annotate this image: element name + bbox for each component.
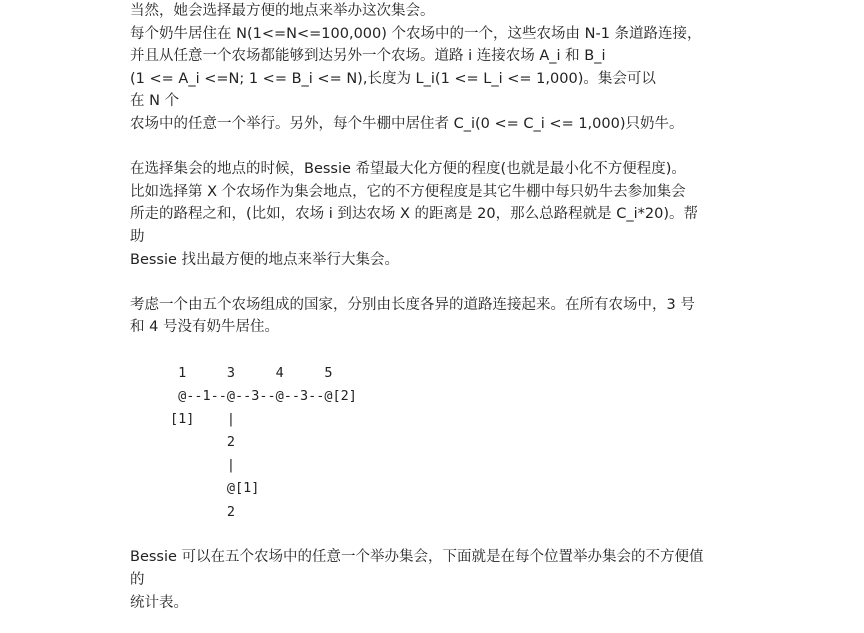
text-line: 助 <box>130 228 145 245</box>
diagram-line: 2 <box>170 434 236 451</box>
text-line: 农场中的任意一个举行。另外，每个牛棚中居住者 C_i(0 <= C_i <= 1,000)只奶牛。 <box>130 115 684 132</box>
paragraph-3 <box>130 294 750 339</box>
text-line: Bessie 找出最方便的地点来举行大集会。 <box>130 251 400 268</box>
text-line: 在选择集会的地点的时候，Bessie 希望最大化方便的程度(也就是最小化不方便程度)。 <box>130 161 686 178</box>
paragraph-1 <box>130 0 750 136</box>
text-line: 比如选择第 X 个农场作为集会地点，它的不方便程度是其它牛棚中每只奶牛去参加集会 <box>130 183 686 200</box>
farm-diagram <box>170 362 750 524</box>
diagram-line: @[1] <box>170 480 260 497</box>
paragraph-2 <box>130 158 750 271</box>
text-line: 所走的路程之和，(比如，农场 i 到达农场 X 的距离是 20，那么总路程就是 C_i*20)。帮 <box>130 206 698 223</box>
paragraph-spacer <box>130 339 750 362</box>
paragraph-spacer <box>130 524 750 547</box>
text-line: 的 <box>130 572 145 588</box>
text-line: 和 4 号没有奶牛居住。 <box>130 319 279 336</box>
paragraph-spacer <box>130 271 750 294</box>
paragraph-4 <box>130 546 750 614</box>
document-body <box>130 0 750 614</box>
text-line: 当然，她会选择最方便的地点来举办这次集会。 <box>130 3 435 19</box>
text-line: 考虑一个由五个农场组成的国家，分别由长度各异的道路连接起来。在所有农场中，3 号 <box>130 296 695 313</box>
diagram-line: 2 <box>170 503 236 520</box>
text-line: 在 N 个 <box>130 93 180 110</box>
text-line: 统计表。 <box>130 594 188 611</box>
paragraph-spacer <box>130 136 750 159</box>
diagram-line: [1] | <box>170 410 236 427</box>
text-line: 每个奶牛居住在 N(1<=N<=100,000) 个农场中的一个，这些农场由 N-1 条道路连接， <box>130 25 702 42</box>
text-line: 并且从任意一个农场都能够到达另外一个农场。道路 i 连接农场 A_i 和 B_i <box>130 48 606 65</box>
text-line: Bessie 可以在五个农场中的任意一个举办集会，下面就是在每个位置举办集会的不方便值 <box>130 549 704 566</box>
diagram-line: 1 3 4 5 <box>170 364 333 381</box>
diagram-line: | <box>170 457 236 474</box>
diagram-line: @--1--@--3--@--3--@[2] <box>170 387 357 404</box>
text-line: (1 <= A_i <=N; 1 <= B_i <= N),长度为 L_i(1 <= L_i <= 1,000)。集会可以 <box>130 70 656 87</box>
